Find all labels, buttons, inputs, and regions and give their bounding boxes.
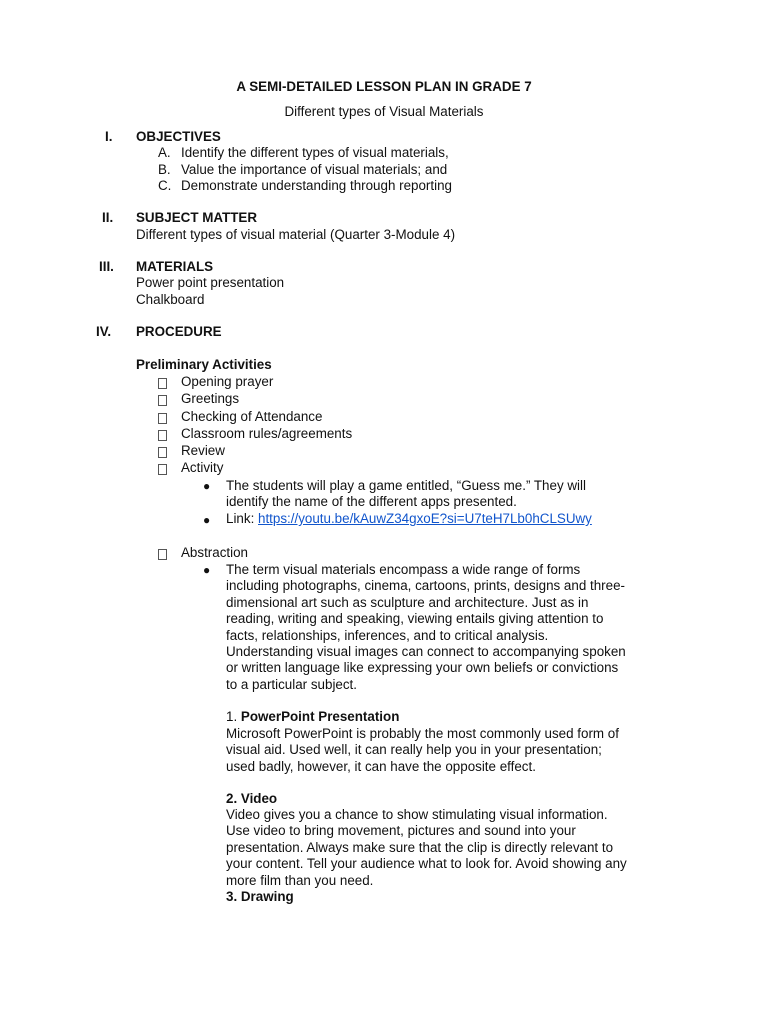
section-numeral-procedure: IV. — [96, 324, 112, 339]
text-line: dimensional art such as sculpture and architecture. Just as in — [226, 594, 589, 610]
bullet-icon: ● — [203, 513, 211, 527]
section-heading-procedure: PROCEDURE — [136, 324, 222, 339]
link-row — [226, 511, 592, 527]
text-line: Understanding visual images can connect to accompanying spoken — [226, 644, 626, 660]
text-line: reading, writing and speaking, viewing entails giving attention to — [226, 611, 604, 627]
checkbox-icon — [158, 376, 167, 392]
checklist-item: Checking of Attendance — [181, 409, 323, 424]
activity-description — [226, 478, 586, 511]
material-item: Power point presentation — [136, 275, 285, 290]
document-subtitle: Different types of Visual Materials — [284, 104, 484, 119]
section-numeral-materials: III. — [99, 259, 114, 274]
section-heading-materials: MATERIALS — [136, 259, 214, 274]
document-title: A SEMI-DETAILED LESSON PLAN IN GRADE 7 — [236, 79, 532, 94]
checkbox-icon — [158, 462, 167, 478]
ppt-paragraph — [226, 726, 619, 775]
material-item: Chalkboard — [136, 292, 205, 307]
section-heading-objectives: OBJECTIVES — [136, 129, 221, 144]
text-line: facts, relationships, inferences, and to critical analysis. — [226, 627, 549, 643]
section-heading-subject-matter: SUBJECT MATTER — [136, 210, 258, 225]
preliminary-activities-heading: Preliminary Activities — [136, 357, 272, 372]
checkbox-icon — [158, 547, 167, 563]
bullet-icon: ● — [203, 479, 211, 493]
checkbox-icon — [158, 411, 167, 427]
objective-letter: B. — [158, 162, 171, 177]
checklist-item: Review — [181, 443, 225, 458]
visual-type-heading-ppt — [226, 709, 399, 725]
checkbox-icon — [158, 428, 167, 444]
checklist-item: Activity — [181, 460, 224, 475]
link-label: Link: — [226, 511, 259, 526]
checklist-item-abstraction: Abstraction — [181, 545, 248, 560]
checklist-item: Opening prayer — [181, 374, 274, 389]
visual-type-heading-drawing: 3. Drawing — [226, 889, 294, 904]
visual-type-title: PowerPoint Presentation — [240, 709, 400, 724]
visual-type-number: 1. — [226, 709, 241, 724]
section-numeral-objectives: I. — [105, 129, 113, 144]
subject-matter-text: Different types of visual material (Quarter 3-Module 4) — [136, 227, 456, 242]
text-line: used badly, however, it can have the opposite effect. — [226, 758, 536, 774]
abstraction-paragraph — [226, 562, 626, 693]
text-line: including photographs, cinema, cartoons, prints, designs and three- — [226, 578, 625, 594]
objective-text: Value the importance of visual materials; and — [181, 162, 448, 177]
youtube-link[interactable]: https://youtu.be/kAuwZ34gxoE?si=U7teH7Lb0hCLSUwy — [258, 511, 592, 526]
visual-type-title: Video — [240, 791, 278, 806]
text-line: your content. Tell your audience what to look for. Avoid showing any — [226, 856, 627, 872]
text-line: presentation. Always make sure that the clip is directly relevant to — [226, 839, 614, 855]
objective-text: Demonstrate understanding through reporting — [181, 178, 452, 193]
video-paragraph — [226, 807, 627, 889]
text-line: Video gives you a chance to show stimulating visual information. — [226, 807, 608, 822]
text-line: visual aid. Used well, it can really help you in your presentation; — [226, 742, 602, 758]
text-line: more film than you need. — [226, 872, 374, 888]
visual-type-number: 2. — [226, 791, 241, 806]
checklist-item: Greetings — [181, 391, 240, 406]
text-line: or written language like expressing your own beliefs or convictions — [226, 660, 619, 676]
checklist-item: Classroom rules/agreements — [181, 426, 353, 441]
checkbox-icon — [158, 445, 167, 461]
text-line: to a particular subject. — [226, 676, 357, 692]
text-line: Use video to bring movement, pictures and sound into your — [226, 823, 576, 839]
objective-text: Identify the different types of visual materials, — [181, 145, 449, 160]
bullet-icon: ● — [203, 563, 211, 577]
checkbox-icon — [158, 393, 167, 409]
visual-type-heading-video — [226, 791, 277, 807]
objective-letter: A. — [158, 145, 171, 160]
text-line: The term visual materials encompass a wide range of forms — [226, 562, 581, 577]
text-line: The students will play a game entitled, “Guess me.” They will — [226, 478, 586, 493]
text-line: Microsoft PowerPoint is probably the most commonly used form of — [226, 726, 619, 741]
text-line: identify the name of the different apps presented. — [226, 494, 517, 510]
section-numeral-subject-matter: II. — [102, 210, 114, 225]
objective-letter: C. — [158, 178, 172, 193]
